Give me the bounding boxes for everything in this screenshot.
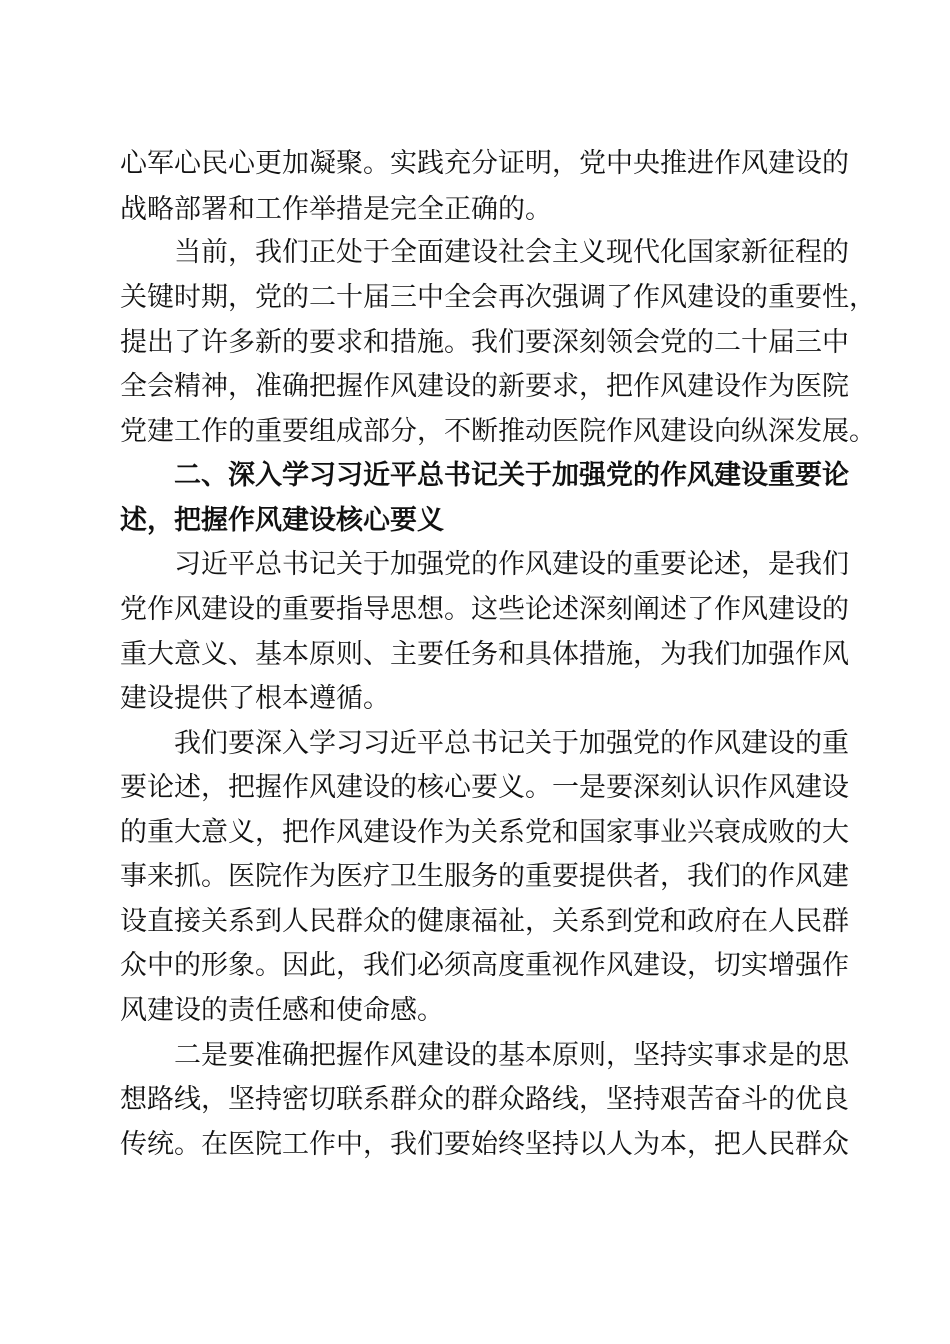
- text-line: 战略部署和工作举措是完全正确的。: [120, 194, 552, 225]
- text-line: 党建工作的重要组成部分，不断推动医院作风建设向纵深发展。: [120, 416, 876, 447]
- text-line: 关键时期，党的二十届三中全会再次强调了作风建设的重要性，: [120, 282, 876, 313]
- text-line: 的重大意义，把作风建设作为关系党和国家事业兴衰成败的大: [120, 817, 849, 848]
- text-line: 传统。在医院工作中，我们要始终坚持以人为本，把人民群众: [120, 1129, 849, 1160]
- text-line: 设直接关系到人民群众的健康福祉，关系到党和政府在人民群: [120, 906, 849, 937]
- text-line: 想路线，坚持密切联系群众的群众路线，坚持艰苦奋斗的优良: [120, 1084, 849, 1115]
- text-line: 习近平总书记关于加强党的作风建设的重要论述，是我们: [174, 549, 849, 580]
- text-line: 党作风建设的重要指导思想。这些论述深刻阐述了作风建设的: [120, 594, 849, 625]
- text-line: 事来抓。医院作为医疗卫生服务的重要提供者，我们的作风建: [120, 861, 849, 892]
- section-heading: 述，把握作风建设核心要义: [120, 505, 444, 536]
- text-line: 风建设的责任感和使命感。: [120, 995, 444, 1026]
- section-heading: 二、深入学习习近平总书记关于加强党的作风建设重要论: [174, 460, 849, 491]
- text-line: 我们要深入学习习近平总书记关于加强党的作风建设的重: [174, 728, 849, 759]
- text-line: 重大意义、基本原则、主要任务和具体措施，为我们加强作风: [120, 639, 849, 670]
- text-line: 建设提供了根本遵循。: [120, 683, 390, 714]
- text-line: 二是要准确把握作风建设的基本原则，坚持实事求是的思: [174, 1040, 849, 1071]
- text-line: 众中的形象。因此，我们必须高度重视作风建设，切实增强作: [120, 950, 849, 981]
- text-line: 心军心民心更加凝聚。实践充分证明，党中央推进作风建设的: [120, 148, 849, 179]
- text-line: 当前，我们正处于全面建设社会主义现代化国家新征程的: [174, 237, 849, 268]
- text-line: 要论述，把握作风建设的核心要义。一是要深刻认识作风建设: [120, 772, 849, 803]
- text-line: 提出了许多新的要求和措施。我们要深刻领会党的二十届三中: [120, 327, 849, 358]
- text-line: 全会精神，准确把握作风建设的新要求，把作风建设作为医院: [120, 371, 849, 402]
